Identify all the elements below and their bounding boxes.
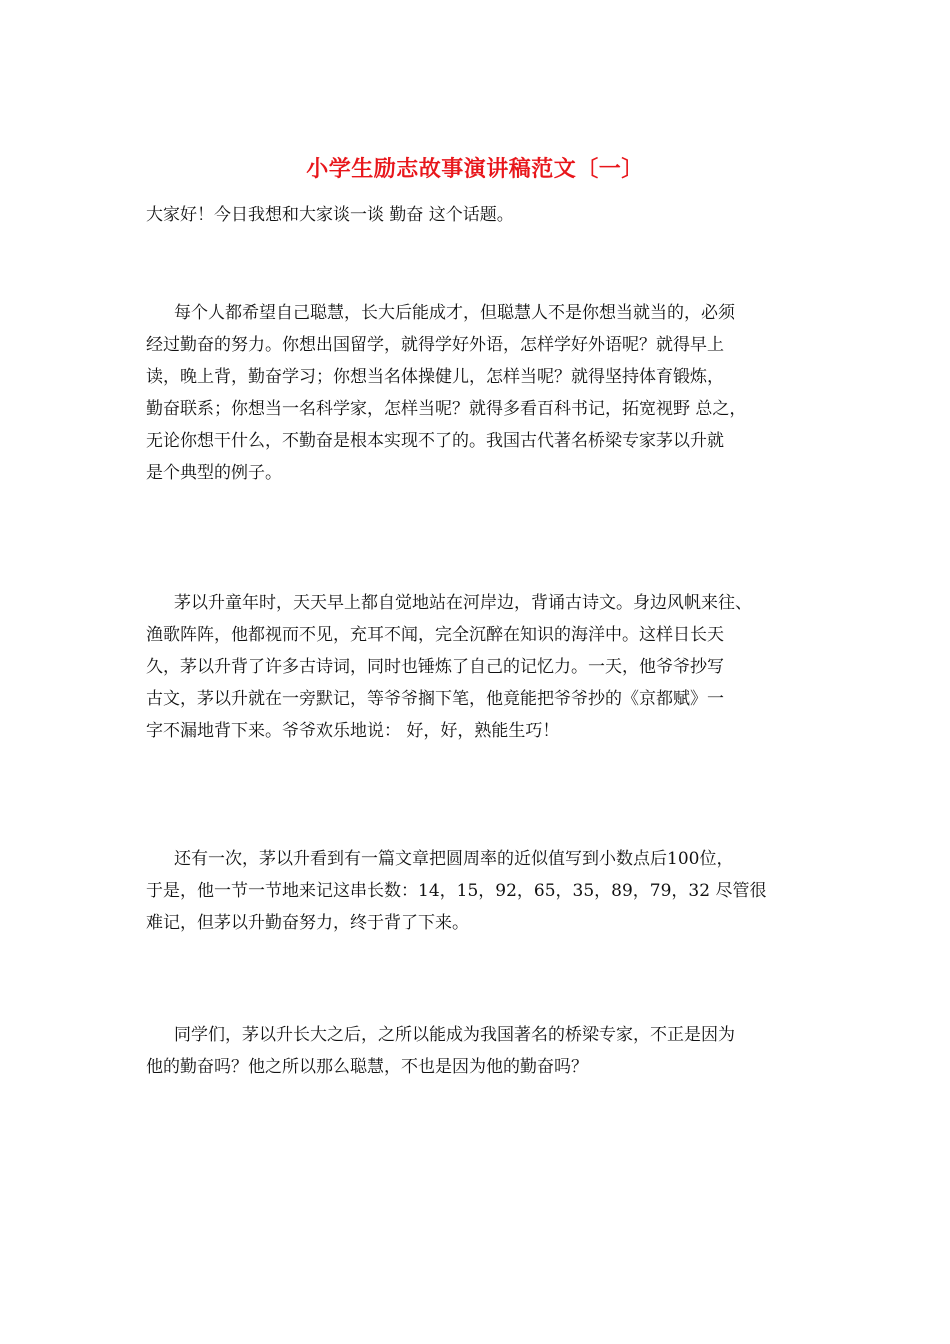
paragraph-line: 茅以升童年时，天天早上都自觉地站在河岸边，背诵古诗文。身边风帆来往、 xyxy=(174,593,752,613)
paragraph-line: 勤奋联系；你想当一名科学家，怎样当呢？就得多看百科书记，拓宽视野 总之， xyxy=(146,399,747,419)
paragraph-line: 读，晚上背，勤奋学习；你想当名体操健儿，怎样当呢？就得坚持体育锻炼， xyxy=(146,367,724,387)
paragraph-line: 难记，但茅以升勤奋努力，终于背了下来。 xyxy=(146,913,469,933)
paragraph-3 xyxy=(146,843,826,939)
paragraph-2 xyxy=(146,587,826,747)
greeting-line: 大家好！今日我想和大家谈一谈 勤奋 这个话题。 xyxy=(146,205,514,225)
paragraph-line: 同学们，茅以升长大之后，之所以能成为我国著名的桥梁专家，不正是因为 xyxy=(174,1025,735,1045)
paragraph-line: 古文，茅以升就在一旁默记，等爷爷搁下笔，他竟能把爷爷抄的《京都赋》一 xyxy=(146,689,724,709)
paragraph-line: 字不漏地背下来。爷爷欢乐地说： 好，好，熟能生巧！ xyxy=(146,721,560,741)
paragraph-4 xyxy=(146,1019,826,1083)
paragraph-line: 每个人都希望自己聪慧，长大后能成才，但聪慧人不是你想当就当的，必须 xyxy=(174,303,735,323)
paragraph-line: 他的勤奋吗？他之所以那么聪慧，不也是因为他的勤奋吗？ xyxy=(146,1057,588,1077)
paragraph-1 xyxy=(146,297,826,489)
document-title: 小学生励志故事演讲稿范文〔一〕 xyxy=(306,156,644,182)
paragraph-line: 还有一次，茅以升看到有一篇文章把圆周率的近似值写到小数点后100位， xyxy=(174,849,734,869)
paragraph-line: 久，茅以升背了许多古诗词，同时也锤炼了自己的记忆力。一天，他爷爷抄写 xyxy=(146,657,724,677)
paragraph-line: 是个典型的例子。 xyxy=(146,463,282,483)
paragraph-line: 经过勤奋的努力。你想出国留学，就得学好外语，怎样学好外语呢？就得早上 xyxy=(146,335,724,355)
paragraph-line: 于是，他一节一节地来记这串长数：14，15，92，65，35，89，79，32 尽管很 xyxy=(146,881,767,901)
paragraph-line: 渔歌阵阵，他都视而不见，充耳不闻，完全沉醉在知识的海洋中。这样日长天 xyxy=(146,625,724,645)
paragraph-line: 无论你想干什么，不勤奋是根本实现不了的。我国古代著名桥梁专家茅以升就 xyxy=(146,431,724,451)
